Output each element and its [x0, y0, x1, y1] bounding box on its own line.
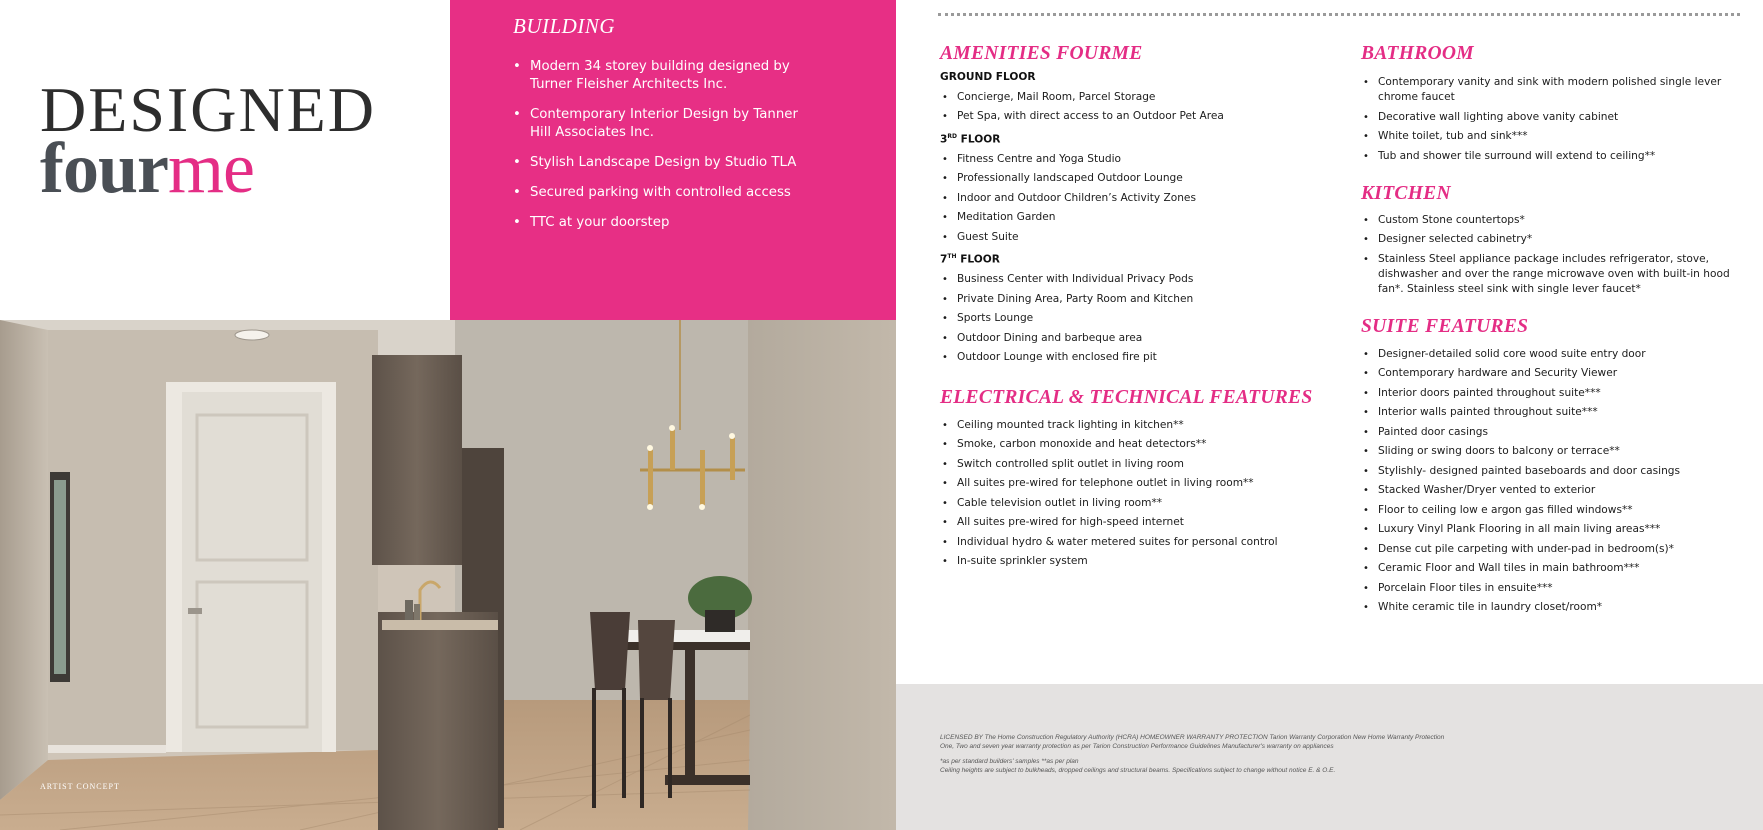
list-item: • Porcelain Floor tiles in ensuite***	[1361, 579, 1731, 599]
list-item: • Stylish Landscape Design by Studio TLA	[513, 154, 813, 172]
list-item: • Professionally landscaped Outdoor Lounge	[940, 169, 1330, 189]
list-item: • Business Center with Individual Privacy Pods	[940, 270, 1330, 290]
seventh-floor-label: 7TH FLOOR	[940, 253, 1000, 266]
kitchen-list	[1361, 213, 1731, 297]
list-item: • Floor to ceiling low e argon gas filled windows**	[1361, 501, 1731, 521]
list-item: • Tub and shower tile surround will extend to ceiling**	[1361, 149, 1731, 164]
features-panel	[896, 0, 1763, 684]
interior-rendering	[0, 320, 896, 830]
list-item: • Individual hydro & water metered suites for personal control	[940, 533, 1330, 553]
ground-floor-list	[940, 88, 1330, 127]
list-item: • Private Dining Area, Party Room and Kitchen	[940, 290, 1330, 310]
list-item: • Contemporary hardware and Security Viewer	[1361, 364, 1731, 384]
list-item: • All suites pre-wired for telephone outlet in living room**	[940, 474, 1330, 494]
brand-title-line2	[40, 128, 254, 208]
electrical-list	[940, 416, 1330, 572]
list-item: • Contemporary vanity and sink with modern polished single lever chrome faucet	[1361, 75, 1731, 105]
list-item: • Ceiling mounted track lighting in kitchen**	[940, 416, 1330, 436]
list-item: • White ceramic tile in laundry closet/room*	[1361, 598, 1731, 618]
license-text: LICENSED BY The Home Construction Regulatory Authority (HCRA) HOMEOWNER WARRANTY PROTECTION Tarion Warranty Corporation New Home Warranty Protection One, Two and seven year warranty protection as per Tarion Construction Performance Guidelines Manufacturer's warranty on appliances	[940, 734, 1445, 750]
bathroom-list	[1361, 75, 1731, 164]
list-item: • Meditation Garden	[940, 208, 1330, 228]
brand-block	[0, 0, 450, 320]
list-item: • White toilet, tub and sink***	[1361, 129, 1731, 144]
list-item: • Designer-detailed solid core wood suite entry door	[1361, 345, 1731, 365]
brand-title-line1: DESIGNED	[40, 74, 376, 145]
kitchen-title: KITCHEN	[1361, 182, 1451, 204]
list-item: • Stacked Washer/Dryer vented to exterior	[1361, 481, 1731, 501]
list-item: • Ceramic Floor and Wall tiles in main bathroom***	[1361, 559, 1731, 579]
list-item: • Luxury Vinyl Plank Flooring in all main living areas***	[1361, 520, 1731, 540]
list-item: • Stylishly- designed painted baseboards and door casings	[1361, 462, 1731, 482]
list-item: • Contemporary Interior Design by Tanner Hill Associates Inc.	[513, 106, 813, 142]
list-item: • Sports Lounge	[940, 309, 1330, 329]
list-item: • Custom Stone countertops*	[1361, 213, 1731, 228]
list-item: • Stainless Steel appliance package includes refrigerator, stove, dishwasher and over the range microwave oven with built-in hood fan*. Stainless steel sink with single lever faucet*	[1361, 252, 1731, 297]
list-item: • All suites pre-wired for high-speed internet	[940, 513, 1330, 533]
list-item: • Cable television outlet in living room**	[940, 494, 1330, 514]
dotted-divider	[938, 13, 1740, 16]
features-left-column	[940, 42, 1330, 572]
photo-caption: ARTIST CONCEPT	[40, 782, 120, 791]
list-item: • Interior walls painted throughout suite***	[1361, 403, 1731, 423]
list-item: • Fitness Centre and Yoga Studio	[940, 150, 1330, 170]
amenities-title: AMENITIES FOURME	[940, 43, 1143, 64]
seventh-floor-list	[940, 270, 1330, 368]
list-item: • Outdoor Dining and barbeque area	[940, 329, 1330, 349]
electrical-title: ELECTRICAL & TECHNICAL FEATURES	[940, 386, 1313, 408]
third-floor-label: 3RD FLOOR	[940, 132, 1001, 146]
list-item: • Pet Spa, with direct access to an Outdoor Pet Area	[940, 107, 1330, 127]
list-item: • Designer selected cabinetry*	[1361, 232, 1731, 247]
building-list	[513, 58, 813, 244]
list-item: • Switch controlled split outlet in living room	[940, 455, 1330, 475]
brand-me: me	[167, 128, 254, 208]
suite-list	[1361, 345, 1731, 618]
list-item: • Painted door casings	[1361, 423, 1731, 443]
list-item: • Smoke, carbon monoxide and heat detectors**	[940, 435, 1330, 455]
list-item: • Concierge, Mail Room, Parcel Storage	[940, 88, 1330, 108]
list-item: • Guest Suite	[940, 228, 1330, 248]
features-right-column	[1361, 42, 1731, 618]
list-item: • Sliding or swing doors to balcony or terrace**	[1361, 442, 1731, 462]
list-item: • Outdoor Lounge with enclosed fire pit	[940, 348, 1330, 368]
suite-title: SUITE FEATURES	[1361, 315, 1529, 337]
list-item: • Modern 34 storey building designed by Turner Fleisher Architects Inc.	[513, 58, 813, 94]
brand-four: four	[40, 128, 168, 208]
list-item: • Decorative wall lighting above vanity cabinet	[1361, 110, 1731, 125]
notes-text: *as per standard builders' samples **as per plan Ceiling heights are subject to bulkheads, dropped ceilings and structural beams. Specifications subject to change without notice E. & O.E.	[940, 758, 1336, 774]
bathroom-title: BATHROOM	[1361, 43, 1474, 64]
interior-rendering-image	[0, 320, 896, 830]
list-item: • Interior doors painted throughout suite***	[1361, 384, 1731, 404]
third-floor-list	[940, 150, 1330, 248]
building-panel	[450, 0, 896, 320]
legal-footer	[896, 684, 1763, 830]
list-item: • In-suite sprinkler system	[940, 552, 1330, 572]
list-item: • Secured parking with controlled access	[513, 184, 813, 202]
ground-floor-label: GROUND FLOOR	[940, 71, 1036, 83]
building-title: BUILDING	[513, 14, 615, 38]
list-item: • Indoor and Outdoor Children’s Activity Zones	[940, 189, 1330, 209]
list-item: • Dense cut pile carpeting with under-pad in bedroom(s)*	[1361, 540, 1731, 560]
list-item: • TTC at your doorstep	[513, 214, 813, 232]
